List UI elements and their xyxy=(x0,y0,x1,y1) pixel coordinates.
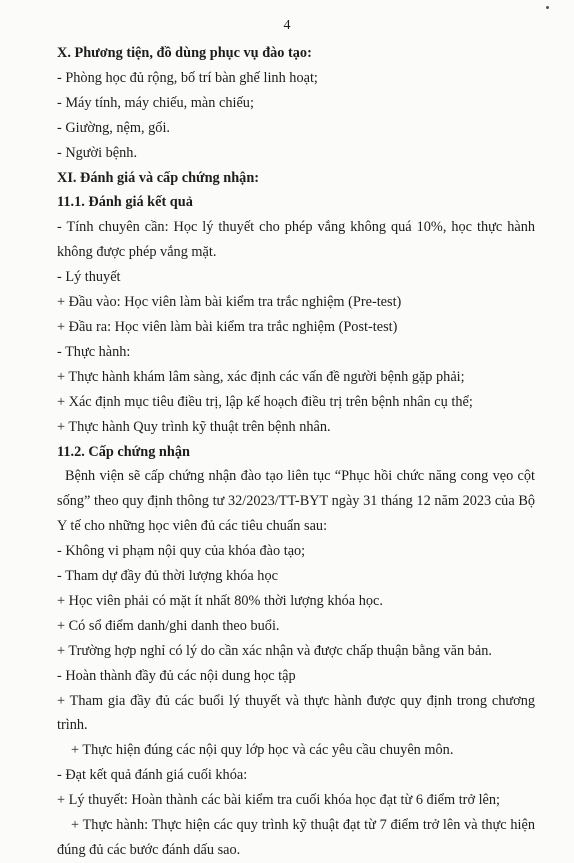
list-item: - Phòng học đủ rộng, bố trí bàn ghế linh hoạt; xyxy=(57,69,318,86)
criteria-item: - Không vi phạm nội quy của khóa đào tạo; xyxy=(57,543,306,560)
practice-item: + Thực hành Quy trình kỹ thuật trên bệnh nhân. xyxy=(57,418,331,435)
practice-item: + Thực hành khám lâm sàng, xác định các vấn đề người bệnh gặp phải; xyxy=(57,368,465,385)
posttest-item: + Đầu ra: Học viên làm bài kiểm tra trắc nghiệm (Post-test) xyxy=(57,318,398,335)
subsection-11-2-heading: 11.2. Cấp chứng nhận xyxy=(57,443,190,460)
criteria-subitem: + Trường hợp nghỉ có lý do cần xác nhận và được chấp thuận bằng văn bản. xyxy=(57,642,492,659)
criteria-subitem: + Có sổ điểm danh/ghi danh theo buổi. xyxy=(57,617,280,634)
practice-label: - Thực hành: xyxy=(57,343,131,360)
criteria-subitem: + Thực hành: Thực hiện các quy trình kỹ thuật đạt từ 7 điểm trở lên và thực hiện đúng đủ các bước đánh dấu sao. xyxy=(57,817,535,858)
criteria-subitem: + Lý thuyết: Hoàn thành các bài kiểm tra cuối khóa học đạt từ 6 điểm trở lên; xyxy=(57,792,501,809)
scan-speck xyxy=(546,6,549,9)
pretest-item: + Đầu vào: Học viên làm bài kiểm tra trắc nghiệm (Pre-test) xyxy=(57,294,402,311)
attendance-paragraph: - Tính chuyên cần: Học lý thuyết cho phép vắng không quá 10%, học thực hành không được phép vắng mặt. xyxy=(57,219,535,261)
section-x-heading: X. Phương tiện, đồ dùng phục vụ đào tạo: xyxy=(57,45,312,61)
criteria-item: - Tham dự đầy đủ thời lượng khóa học xyxy=(57,568,278,585)
practice-item: + Xác định mục tiêu điều trị, lập kế hoạch điều trị trên bệnh nhân cụ thể; xyxy=(57,393,473,410)
subsection-11-1-heading: 11.1. Đánh giá kết quả xyxy=(57,194,193,211)
section-xi-heading: XI. Đánh giá và cấp chứng nhận: xyxy=(57,169,260,186)
theory-label: - Lý thuyết xyxy=(57,269,121,286)
criteria-item: - Hoàn thành đầy đủ các nội dung học tập xyxy=(57,667,296,684)
criteria-item: - Đạt kết quả đánh giá cuối khóa: xyxy=(57,767,248,784)
page-number: 4 xyxy=(283,18,291,33)
criteria-subitem: + Tham gia đầy đủ các buổi lý thuyết và thực hành được quy định trong chương trình. xyxy=(57,692,535,734)
criteria-subitem: + Học viên phải có mặt ít nhất 80% thời lượng khóa học. xyxy=(57,592,383,609)
certificate-intro-paragraph: Bệnh viện sẽ cấp chứng nhận đào tạo liên tục “Phục hồi chức năng cong vẹo cột sống” theo quy định thông tư 32/2023/TT-BYT ngày 31 tháng 12 năm 2023 của Bộ Y tế cho những học viên đủ các tiêu chuẩn sau: xyxy=(57,468,535,535)
criteria-subitem: + Thực hiện đúng các nội quy lớp học và các yêu cầu chuyên môn. xyxy=(71,742,454,759)
list-item: - Người bệnh. xyxy=(57,144,138,161)
list-item: - Máy tính, máy chiếu, màn chiếu; xyxy=(57,94,254,111)
list-item: - Giường, nệm, gối. xyxy=(57,119,170,136)
document-body xyxy=(57,41,535,863)
